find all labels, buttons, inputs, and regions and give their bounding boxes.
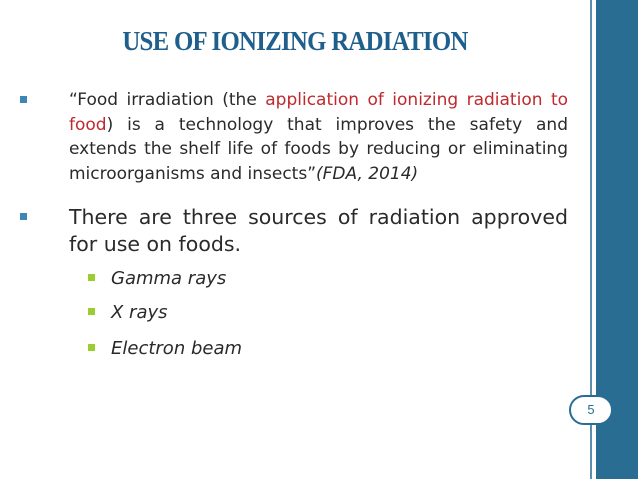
definition-text-end: ) is a technology that improves the safety and extends the shelf life of foods by reducing or eliminating microorganisms and insects” <box>69 114 568 184</box>
definition-text-start: “Food irradiation (the <box>69 90 266 110</box>
sub-bullet-item <box>88 268 226 289</box>
page-number-badge: 5 <box>569 395 613 425</box>
square-bullet-icon <box>88 344 95 351</box>
bullet-definition-text <box>69 88 568 186</box>
bullet-sources <box>20 204 568 258</box>
sub-bullet-item <box>88 302 168 323</box>
sub-bullet-label: Electron beam <box>111 338 243 359</box>
square-bullet-icon <box>88 308 95 315</box>
sub-bullet-label: X rays <box>111 302 168 323</box>
bullet-sources-text: There are three sources of radiation approved for use on foods. <box>69 205 568 256</box>
bullet-definition <box>20 88 568 186</box>
square-bullet-icon <box>88 274 95 281</box>
square-bullet-icon <box>20 96 27 103</box>
definition-highlight: application of ionizing radiation to food <box>69 90 569 135</box>
citation: (FDA, 2014) <box>316 163 419 184</box>
sub-bullet-item <box>88 338 242 359</box>
slide-title: USE OF IONIZING RADIATION <box>122 26 468 56</box>
square-bullet-icon <box>20 213 27 220</box>
sub-bullet-label: Gamma rays <box>111 268 227 289</box>
